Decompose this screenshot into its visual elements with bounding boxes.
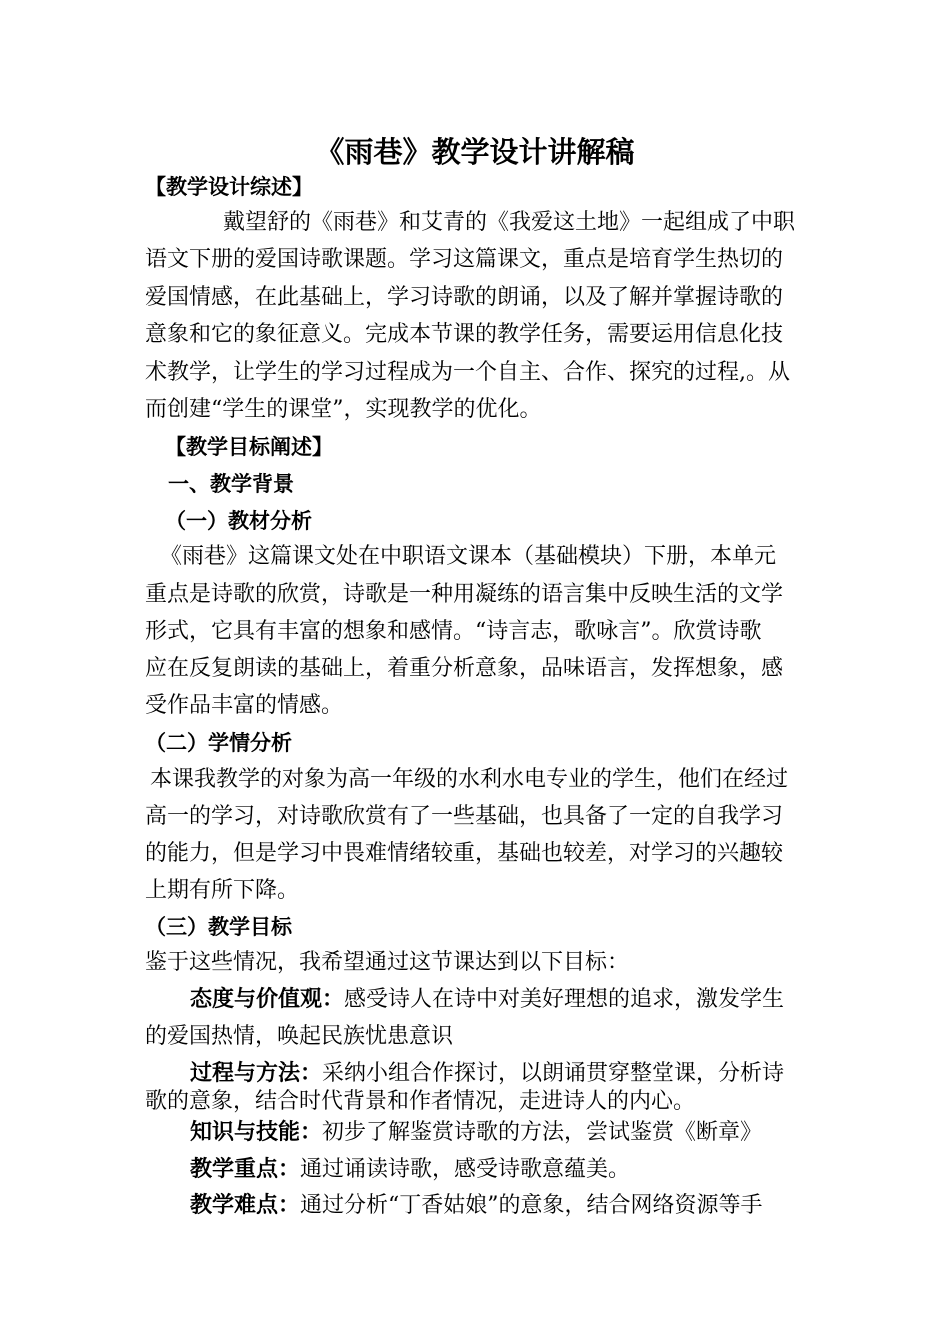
paragraph-line: 重点是诗歌的欣赏，诗歌是一种用凝练的语言集中反映生活的文学 bbox=[145, 582, 784, 607]
paragraph-line: 而创建“学生的课堂”，实现教学的优化。 bbox=[145, 397, 542, 422]
subheading-material-analysis: （一）教材分析 bbox=[165, 509, 312, 533]
section-heading-goals: 【教学目标阐述】 bbox=[165, 435, 333, 459]
paragraph-line: 高一的学习，对诗歌欣赏有了一些基础，也具备了一定的自我学习 bbox=[145, 804, 784, 829]
paragraph-line: 爱国情感，在此基础上，学习诗歌的朗诵，以及了解并掌握诗歌的 bbox=[145, 285, 784, 310]
goal-difficulty bbox=[190, 1191, 855, 1221]
paragraph-line: 本课我教学的对象为高一年级的水利水电专业的学生，他们在经过 bbox=[150, 767, 789, 792]
goal-label: 过程与方法： bbox=[190, 1061, 323, 1086]
paragraph-line: 上期有所下降。 bbox=[145, 878, 300, 903]
goal-label: 教学重点： bbox=[190, 1157, 301, 1182]
paragraph-line: 语文下册的爱国诗歌课题。学习这篇课文，重点是培育学生热切的 bbox=[145, 247, 784, 272]
paragraph-line: 歌的意象，结合时代背景和作者情况，走进诗人的内心。 bbox=[145, 1089, 696, 1114]
document-title: 《雨巷》教学设计讲解稿 bbox=[315, 135, 635, 169]
paragraph-line: 受作品丰富的情感。 bbox=[145, 693, 344, 718]
subheading-teaching-goals: （三）教学目标 bbox=[145, 915, 292, 939]
goal-text: 采纳小组合作探讨，以朗诵贯穿整堂课，分析诗 bbox=[322, 1061, 785, 1086]
goal-key-point bbox=[190, 1155, 855, 1185]
subheading-student-analysis: （二）学情分析 bbox=[145, 731, 292, 755]
goal-attitude bbox=[190, 985, 855, 1015]
goal-text: 初步了解鉴赏诗歌的方法，尝试鉴赏《断章》 bbox=[322, 1120, 763, 1145]
paragraph-line: 的爱国热情，唤起民族忧患意识 bbox=[145, 1024, 454, 1049]
paragraph-line: 《雨巷》这篇课文处在中职语文课本（基础模块）下册，本单元 bbox=[160, 544, 777, 569]
goal-text: 通过分析“丁香姑娘”的意象，结合网络资源等手 bbox=[300, 1193, 763, 1218]
paragraph-line: 鉴于这些情况，我希望通过这节课达到以下目标： bbox=[145, 950, 630, 975]
goal-label: 态度与价值观： bbox=[190, 987, 345, 1012]
goal-label: 知识与技能： bbox=[190, 1120, 323, 1145]
section-heading-overview: 【教学设计综述】 bbox=[145, 175, 313, 199]
goal-text: 感受诗人在诗中对美好理想的追求，激发学生 bbox=[344, 987, 785, 1012]
goal-text: 通过诵读诗歌，感受诗歌意蕴美。 bbox=[300, 1157, 631, 1182]
paragraph-line: 意象和它的象征意义。完成本节课的教学任务，需要运用信息化技 bbox=[145, 322, 784, 347]
goal-knowledge bbox=[190, 1118, 855, 1148]
paragraph-line: 戴望舒的《雨巷》和艾青的《我爱这土地》一起组成了中职 bbox=[223, 210, 796, 235]
paragraph-line: 术教学，让学生的学习过程成为一个自主、合作、探究的过程,。从 bbox=[145, 360, 790, 385]
paragraph-line: 的能力，但是学习中畏难情绪较重，基础也较差，对学习的兴趣较 bbox=[145, 841, 784, 866]
goal-process bbox=[190, 1059, 855, 1089]
goal-label: 教学难点： bbox=[190, 1193, 301, 1218]
paragraph-line: 应在反复朗读的基础上，着重分析意象，品味语言，发挥想象，感 bbox=[145, 656, 784, 681]
paragraph-line: 形式，它具有丰富的想象和感情。“诗言志，歌咏言”。欣赏诗歌 bbox=[145, 619, 762, 644]
subheading-background: 一、教学背景 bbox=[168, 472, 294, 496]
